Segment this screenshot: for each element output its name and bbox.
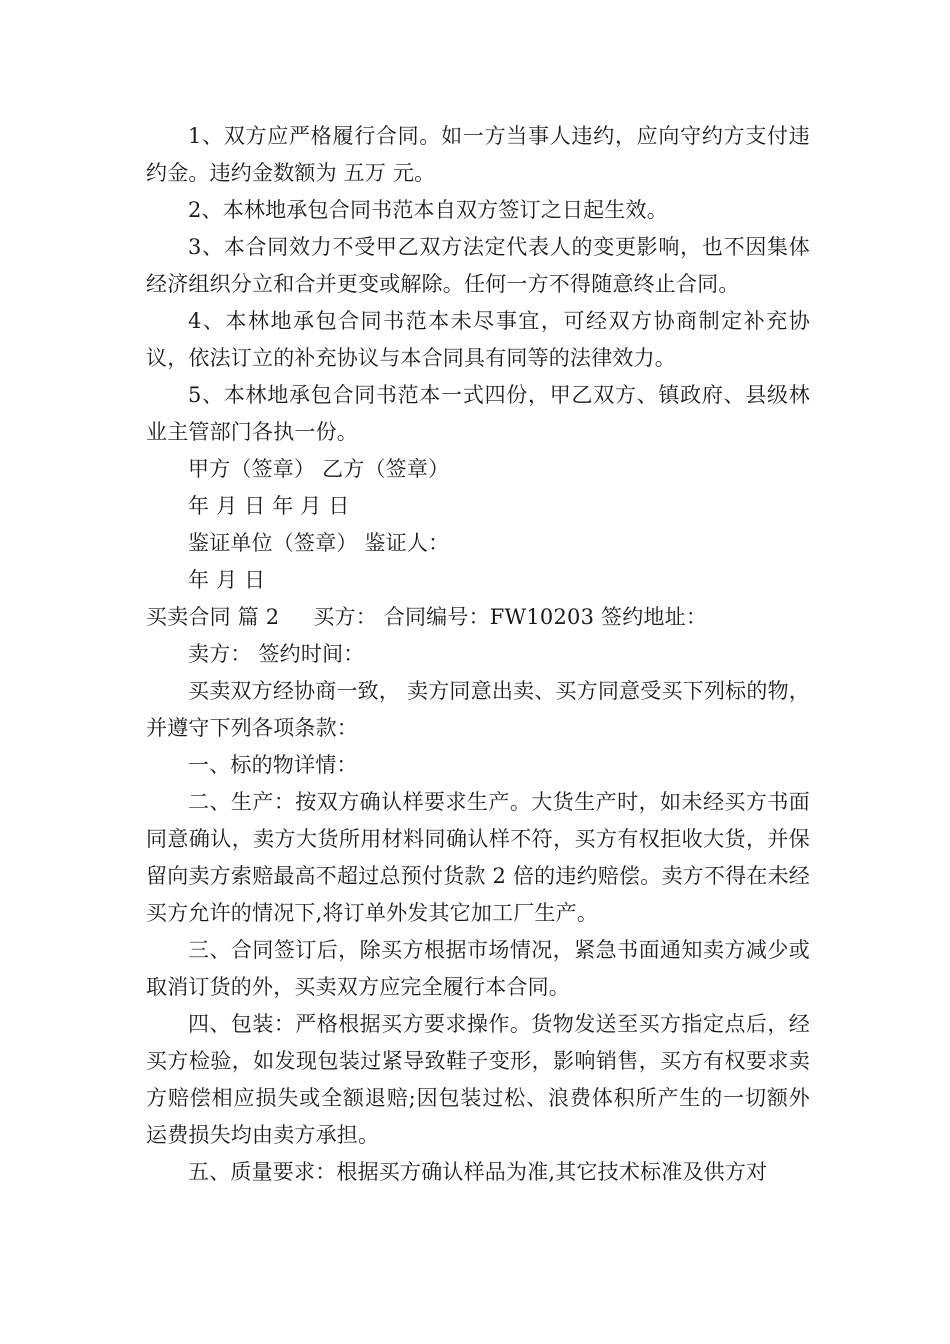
contract-heading-line [146, 599, 810, 636]
section-after-signing: 三、合同签订后，除买方根据市场情况，紧急书面通知卖方减少或取消订货的外，买卖双方应完全履行本合同。 [146, 938, 810, 999]
seller-info: 卖方： 签约时间： [188, 642, 365, 666]
section-subject-matter: 一、标的物详情： [188, 753, 358, 777]
clause-2: 2、本林地承包合同书范本自双方签订之日起生效。 [188, 198, 668, 222]
signature-parties: 甲方（签章） 乙方（签章） [188, 457, 450, 481]
attestation-line: 鉴证单位（签章） 鉴证人： [188, 531, 450, 555]
clause-3: 3、本合同效力不受甲乙双方法定代表人的变更影响，也不因集体经济组织分立和合并更变或解除。任何一方不得随意终止合同。 [146, 235, 810, 296]
section-quality: 五、质量要求：根据买方确认样品为准,其它技术标准及供方对 [188, 1160, 768, 1184]
section-packaging: 四、包装：严格根据买方要求操作。货物发送至买方指定点后，经买方检验，如发现包装过紧导致鞋子变形，影响销售，买方有权要求卖方赔偿相应损失或全额退赔;因包装过松、浪费体积所产生的一切额外运费损失均由卖方承担。 [146, 1012, 810, 1147]
signature-dates: 年 月 日 年 月 日 [188, 494, 350, 518]
contract-header-fields: 买方： 合同编号：FW10203 签约地址： [313, 605, 708, 629]
clause-4: 4、本林地承包合同书范本未尽事宜，可经双方协商制定补充协议，依法订立的补充协议与本合同具有同等的法律效力。 [146, 309, 810, 370]
document-body [146, 118, 810, 1191]
attestation-date: 年 月 日 [188, 568, 266, 592]
section-production: 二、生产：按双方确认样要求生产。大货生产时，如未经买方书面同意确认，卖方大货所用材料同确认样不符，买方有权拒收大货，并保留向卖方索赔最高不超过总预付货款 2 倍的违约赔偿。卖方不得在未经买方允许的情况下,将订单外发其它加工厂生产。 [146, 790, 810, 925]
contract-title: 买卖合同 篇 2 [146, 605, 280, 629]
clause-5: 5、本林地承包合同书范本一式四份，甲乙双方、镇政府、县级林业主管部门各执一份。 [146, 383, 810, 444]
agreement-intro: 买卖双方经协商一致， 卖方同意出卖、买方同意受买下列标的物，并遵守下列各项条款： [146, 679, 810, 740]
clause-1: 1、双方应严格履行合同。如一方当事人违约，应向守约方支付违约金。违约金数额为 五万 元。 [146, 124, 810, 185]
